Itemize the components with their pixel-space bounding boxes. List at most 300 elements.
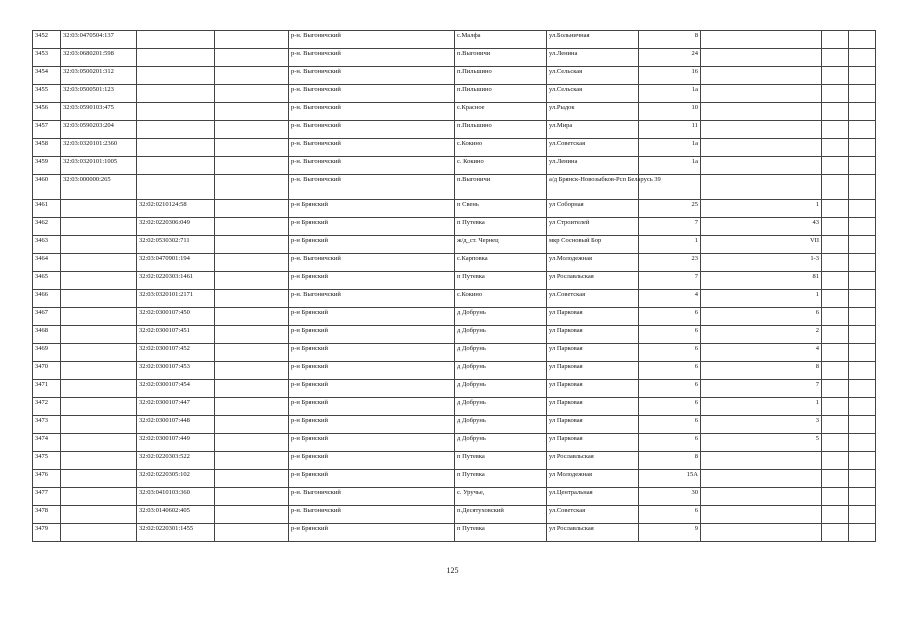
district-cell: р-н Брянский (289, 398, 455, 416)
street-cell: ул.Советская (547, 139, 639, 157)
street-cell: ул.Мира (547, 121, 639, 139)
settlement-cell: с.Кокино (455, 139, 547, 157)
empty-cell (849, 380, 876, 398)
settlement-cell: с.Карповка (455, 254, 547, 272)
cadastral-number-alt (137, 103, 215, 121)
table-row (33, 272, 876, 290)
empty-cell (849, 67, 876, 85)
row-number: 3458 (33, 139, 61, 157)
cadastral-number-alt: 32:02:0300107:448 (137, 416, 215, 434)
settlement-cell: п Путевка (455, 470, 547, 488)
empty-cell (849, 416, 876, 434)
street-cell: ул.Ленина (547, 49, 639, 67)
empty-cell (215, 470, 289, 488)
table-row (33, 200, 876, 218)
empty-cell (215, 272, 289, 290)
house-number-cell: 7 (639, 218, 701, 236)
apartment-cell (701, 49, 822, 67)
street-cell: ул Парковая (547, 416, 639, 434)
empty-cell (849, 470, 876, 488)
house-number-cell: 10 (639, 103, 701, 121)
cadastral-number-alt (137, 67, 215, 85)
street-cell: ул Строителей (547, 218, 639, 236)
row-number: 3476 (33, 470, 61, 488)
cadastral-number-alt: 32:02:0300107:450 (137, 308, 215, 326)
cadastral-number-alt: 32:02:0300107:452 (137, 344, 215, 362)
cadastral-number-alt: 32:02:0300107:451 (137, 326, 215, 344)
settlement-cell: п Путевка (455, 218, 547, 236)
settlement-cell: п Свень (455, 200, 547, 218)
street-cell: ул Парковая (547, 434, 639, 452)
cadastral-number (61, 506, 137, 524)
table-row (33, 434, 876, 452)
street-cell: ул.Советская (547, 290, 639, 308)
house-number-cell: 16 (639, 67, 701, 85)
house-number-cell: 8 (639, 452, 701, 470)
empty-cell (822, 470, 849, 488)
empty-cell (849, 254, 876, 272)
cadastral-number-alt: 32:02:0220301:1455 (137, 524, 215, 542)
street-cell: а/д Брянск-Новозыбков-Рсп Беларусь 39 (547, 175, 639, 200)
empty-cell (849, 49, 876, 67)
apartment-cell: 81 (701, 272, 822, 290)
district-cell: р-н. Выгоничский (289, 139, 455, 157)
cadastral-number (61, 434, 137, 452)
empty-cell (849, 290, 876, 308)
house-number-cell: 4 (639, 290, 701, 308)
street-cell: ул.Молодежная (547, 254, 639, 272)
table-row (33, 506, 876, 524)
district-cell: р-н Брянский (289, 218, 455, 236)
row-number: 3470 (33, 362, 61, 380)
cadastral-number-alt (137, 31, 215, 49)
row-number: 3464 (33, 254, 61, 272)
table-row (33, 49, 876, 67)
house-number-cell: 25 (639, 200, 701, 218)
row-number: 3466 (33, 290, 61, 308)
apartment-cell (701, 31, 822, 49)
empty-cell (215, 398, 289, 416)
settlement-cell: с.Красное (455, 103, 547, 121)
apartment-cell: 1 (701, 398, 822, 416)
cadastral-number (61, 488, 137, 506)
table-row (33, 31, 876, 49)
street-cell: ул Рославльская (547, 452, 639, 470)
cadastral-number (61, 362, 137, 380)
table-row (33, 470, 876, 488)
street-cell: ул Молодежная (547, 470, 639, 488)
table-row (33, 344, 876, 362)
cadastral-number (61, 470, 137, 488)
empty-cell (215, 452, 289, 470)
district-cell: р-н Брянский (289, 416, 455, 434)
apartment-cell: 43 (701, 218, 822, 236)
house-number-cell: 30 (639, 488, 701, 506)
empty-cell (215, 121, 289, 139)
cadastral-number-alt: 32:02:0300107:449 (137, 434, 215, 452)
table-row (33, 290, 876, 308)
district-cell: р-н Брянский (289, 344, 455, 362)
empty-cell (822, 416, 849, 434)
row-number: 3453 (33, 49, 61, 67)
apartment-cell (701, 85, 822, 103)
empty-cell (849, 139, 876, 157)
settlement-cell: с.Кокино (455, 290, 547, 308)
empty-cell (215, 67, 289, 85)
settlement-cell: д Добрунь (455, 308, 547, 326)
table-row (33, 416, 876, 434)
empty-cell (849, 452, 876, 470)
house-number-cell: 6 (639, 506, 701, 524)
row-number: 3463 (33, 236, 61, 254)
district-cell: р-н Брянский (289, 380, 455, 398)
empty-cell (822, 326, 849, 344)
street-cell: ул.Советская (547, 506, 639, 524)
row-number: 3472 (33, 398, 61, 416)
district-cell: р-н Брянский (289, 326, 455, 344)
street-cell: ул.Центральная (547, 488, 639, 506)
empty-cell (822, 272, 849, 290)
house-number-cell: 24 (639, 49, 701, 67)
table-row (33, 362, 876, 380)
district-cell: р-н. Выгоничский (289, 506, 455, 524)
settlement-cell: п Путевка (455, 272, 547, 290)
street-cell: ул Парковая (547, 398, 639, 416)
empty-cell (849, 308, 876, 326)
apartment-cell (701, 157, 822, 175)
empty-cell (849, 344, 876, 362)
cadastral-number-alt (137, 85, 215, 103)
empty-cell (215, 175, 289, 200)
row-number: 3473 (33, 416, 61, 434)
empty-cell (215, 290, 289, 308)
cadastral-number-alt: 32:03:0470901:194 (137, 254, 215, 272)
settlement-cell: п.Пильшино (455, 121, 547, 139)
row-number: 3474 (33, 434, 61, 452)
cadastral-number (61, 254, 137, 272)
cadastral-number-alt (137, 121, 215, 139)
row-number: 3479 (33, 524, 61, 542)
empty-cell (215, 524, 289, 542)
empty-cell (215, 488, 289, 506)
empty-cell (849, 103, 876, 121)
street-cell: ул Парковая (547, 380, 639, 398)
settlement-cell: п.Выгоничи (455, 49, 547, 67)
empty-cell (849, 236, 876, 254)
street-cell: ул Рославльская (547, 272, 639, 290)
empty-cell (822, 506, 849, 524)
row-number: 3468 (33, 326, 61, 344)
cadastral-number-alt (137, 175, 215, 200)
house-number-cell: 6 (639, 362, 701, 380)
empty-cell (215, 416, 289, 434)
empty-cell (849, 200, 876, 218)
house-number-cell: 9 (639, 524, 701, 542)
apartment-cell (701, 506, 822, 524)
cadastral-number-alt: 32:02:0300107:454 (137, 380, 215, 398)
district-cell: р-н Брянский (289, 452, 455, 470)
settlement-cell: п Путевка (455, 452, 547, 470)
district-cell: р-н Брянский (289, 434, 455, 452)
district-cell: р-н. Выгоничский (289, 157, 455, 175)
district-cell: р-н. Выгоничский (289, 103, 455, 121)
empty-cell (215, 326, 289, 344)
settlement-cell: с.Малфа (455, 31, 547, 49)
empty-cell (849, 85, 876, 103)
settlement-cell: с. Кокино (455, 157, 547, 175)
apartment-cell: 4 (701, 344, 822, 362)
cadastral-number-alt: 32:03:0410103:360 (137, 488, 215, 506)
empty-cell (822, 157, 849, 175)
cadastral-number (61, 308, 137, 326)
cadastral-number: 32:03:0500501:123 (61, 85, 137, 103)
house-number-cell: 6 (639, 326, 701, 344)
row-number: 3454 (33, 67, 61, 85)
district-cell: р-н. Выгоничский (289, 67, 455, 85)
table-row (33, 157, 876, 175)
table-row (33, 452, 876, 470)
street-cell: ул.Рыдок (547, 103, 639, 121)
settlement-cell: д Добрунь (455, 380, 547, 398)
cadastral-number-alt (137, 139, 215, 157)
apartment-cell: 3 (701, 416, 822, 434)
empty-cell (215, 103, 289, 121)
house-number-cell: 11 (639, 121, 701, 139)
house-number-cell: 6 (639, 398, 701, 416)
cadastral-number-alt: 32:03:0320101:2171 (137, 290, 215, 308)
empty-cell (215, 380, 289, 398)
empty-cell (849, 218, 876, 236)
empty-cell (215, 218, 289, 236)
apartment-cell (701, 524, 822, 542)
empty-cell (822, 290, 849, 308)
house-number-cell: 6 (639, 344, 701, 362)
cadastral-number (61, 416, 137, 434)
empty-cell (822, 200, 849, 218)
table-row (33, 308, 876, 326)
district-cell: р-н Брянский (289, 524, 455, 542)
street-cell: ул.Ленина (547, 157, 639, 175)
row-number: 3462 (33, 218, 61, 236)
empty-cell (215, 85, 289, 103)
street-cell: мкр Сосновый Бор (547, 236, 639, 254)
apartment-cell (701, 175, 822, 200)
house-number-cell: 1 (639, 236, 701, 254)
empty-cell (215, 139, 289, 157)
apartment-cell: 2 (701, 326, 822, 344)
empty-cell (822, 103, 849, 121)
empty-cell (849, 121, 876, 139)
settlement-cell: п.Десятуховский (455, 506, 547, 524)
settlement-cell: п.Пильшино (455, 67, 547, 85)
cadastral-number-alt: 32:02:0210124:58 (137, 200, 215, 218)
empty-cell (215, 49, 289, 67)
apartment-cell: 1 (701, 200, 822, 218)
empty-cell (215, 362, 289, 380)
empty-cell (849, 488, 876, 506)
cadastral-number (61, 398, 137, 416)
cadastral-number: 32:03:0470504:137 (61, 31, 137, 49)
row-number: 3452 (33, 31, 61, 49)
empty-cell (822, 236, 849, 254)
cadastral-number (61, 236, 137, 254)
settlement-cell: д Добрунь (455, 434, 547, 452)
empty-cell (849, 326, 876, 344)
cadastral-number-alt: 32:02:0300107:447 (137, 398, 215, 416)
settlement-cell: д Добрунь (455, 362, 547, 380)
row-number: 3467 (33, 308, 61, 326)
empty-cell (822, 31, 849, 49)
settlement-cell: п Путевка (455, 524, 547, 542)
apartment-cell (701, 488, 822, 506)
apartment-cell (701, 452, 822, 470)
row-number: 3469 (33, 344, 61, 362)
empty-cell (849, 157, 876, 175)
empty-cell (822, 85, 849, 103)
street-cell: ул.Больничная (547, 31, 639, 49)
row-number: 3477 (33, 488, 61, 506)
house-number-cell: 8 (639, 31, 701, 49)
house-number-cell: 6 (639, 434, 701, 452)
settlement-cell: п.Выгоничи (455, 175, 547, 200)
table-row (33, 218, 876, 236)
cadastral-number-alt: 32:02:0220303:1461 (137, 272, 215, 290)
district-cell: р-н Брянский (289, 272, 455, 290)
empty-cell (215, 200, 289, 218)
cadastral-number-alt: 32:02:0300107:453 (137, 362, 215, 380)
cadastral-number-alt: 32:02:0220305:102 (137, 470, 215, 488)
apartment-cell: VII (701, 236, 822, 254)
cadastral-number-alt: 32:02:0220303:522 (137, 452, 215, 470)
row-number: 3455 (33, 85, 61, 103)
house-number-cell: 23 (639, 254, 701, 272)
page-number: 125 (446, 566, 459, 575)
empty-cell (215, 308, 289, 326)
cadastral-number (61, 290, 137, 308)
empty-cell (849, 524, 876, 542)
district-cell: р-н Брянский (289, 308, 455, 326)
empty-cell (822, 380, 849, 398)
district-cell: р-н. Выгоничский (289, 31, 455, 49)
empty-cell (822, 67, 849, 85)
settlement-cell: п.Пильшино (455, 85, 547, 103)
empty-cell (215, 157, 289, 175)
district-cell: р-н. Выгоничский (289, 175, 455, 200)
table-row (33, 488, 876, 506)
house-number-cell: 15А (639, 470, 701, 488)
cadastral-number (61, 200, 137, 218)
table-row (33, 380, 876, 398)
table-row (33, 254, 876, 272)
house-number-cell: 1а (639, 139, 701, 157)
cadastral-number (61, 380, 137, 398)
empty-cell (822, 121, 849, 139)
empty-cell (849, 398, 876, 416)
empty-cell (822, 434, 849, 452)
district-cell: р-н Брянский (289, 470, 455, 488)
cadastral-number: 32:03:0320101:2360 (61, 139, 137, 157)
row-number: 3459 (33, 157, 61, 175)
district-cell: р-н Брянский (289, 362, 455, 380)
district-cell: р-н. Выгоничский (289, 49, 455, 67)
cadastral-number (61, 218, 137, 236)
row-number: 3461 (33, 200, 61, 218)
row-number: 3478 (33, 506, 61, 524)
district-cell: р-н. Выгоничский (289, 290, 455, 308)
empty-cell (822, 254, 849, 272)
table-row (33, 398, 876, 416)
empty-cell (849, 434, 876, 452)
district-cell: р-н Брянский (289, 200, 455, 218)
cadastral-number (61, 326, 137, 344)
house-number-cell: 7 (639, 272, 701, 290)
empty-cell (215, 236, 289, 254)
empty-cell (822, 175, 849, 200)
cadastral-number-alt: 32:03:0140602:405 (137, 506, 215, 524)
street-cell: ул Парковая (547, 308, 639, 326)
row-number: 3475 (33, 452, 61, 470)
apartment-cell: 5 (701, 434, 822, 452)
table-body (33, 31, 876, 542)
cadastral-number (61, 272, 137, 290)
street-cell: ул Парковая (547, 326, 639, 344)
cadastral-number-alt (137, 49, 215, 67)
house-number-cell: 6 (639, 380, 701, 398)
cadastral-number: 32:03:0320101:1005 (61, 157, 137, 175)
street-cell: ул.Сельская (547, 85, 639, 103)
street-cell: ул.Сельская (547, 67, 639, 85)
street-cell: ул Рославльская (547, 524, 639, 542)
empty-cell (822, 139, 849, 157)
cadastral-number: 32:03:0590103:475 (61, 103, 137, 121)
row-number: 3465 (33, 272, 61, 290)
table-row (33, 524, 876, 542)
empty-cell (215, 254, 289, 272)
row-number: 3456 (33, 103, 61, 121)
table-row (33, 326, 876, 344)
house-number-cell: 6 (639, 416, 701, 434)
empty-cell (822, 344, 849, 362)
table-row (33, 103, 876, 121)
settlement-cell: д Добрунь (455, 416, 547, 434)
empty-cell (822, 49, 849, 67)
apartment-cell: 1 (701, 290, 822, 308)
table-row (33, 236, 876, 254)
empty-cell (849, 272, 876, 290)
district-cell: р-н. Выгоничский (289, 121, 455, 139)
cadastral-number-alt: 32:02:0220306:049 (137, 218, 215, 236)
row-number: 3457 (33, 121, 61, 139)
empty-cell (822, 218, 849, 236)
table-row (33, 139, 876, 157)
cadastral-number (61, 344, 137, 362)
empty-cell (215, 344, 289, 362)
settlement-cell: с. Уручье, (455, 488, 547, 506)
settlement-cell: д Добрунь (455, 398, 547, 416)
street-cell: ул Парковая (547, 344, 639, 362)
apartment-cell (701, 470, 822, 488)
district-cell: р-н. Выгоничский (289, 488, 455, 506)
district-cell: р-н. Выгоничский (289, 254, 455, 272)
row-number: 3460 (33, 175, 61, 200)
apartment-cell: 6 (701, 308, 822, 326)
house-number-cell: 6 (639, 308, 701, 326)
street-cell: ул Соборная (547, 200, 639, 218)
apartment-cell: 7 (701, 380, 822, 398)
cadastral-number (61, 452, 137, 470)
apartment-cell (701, 139, 822, 157)
empty-cell (822, 362, 849, 380)
